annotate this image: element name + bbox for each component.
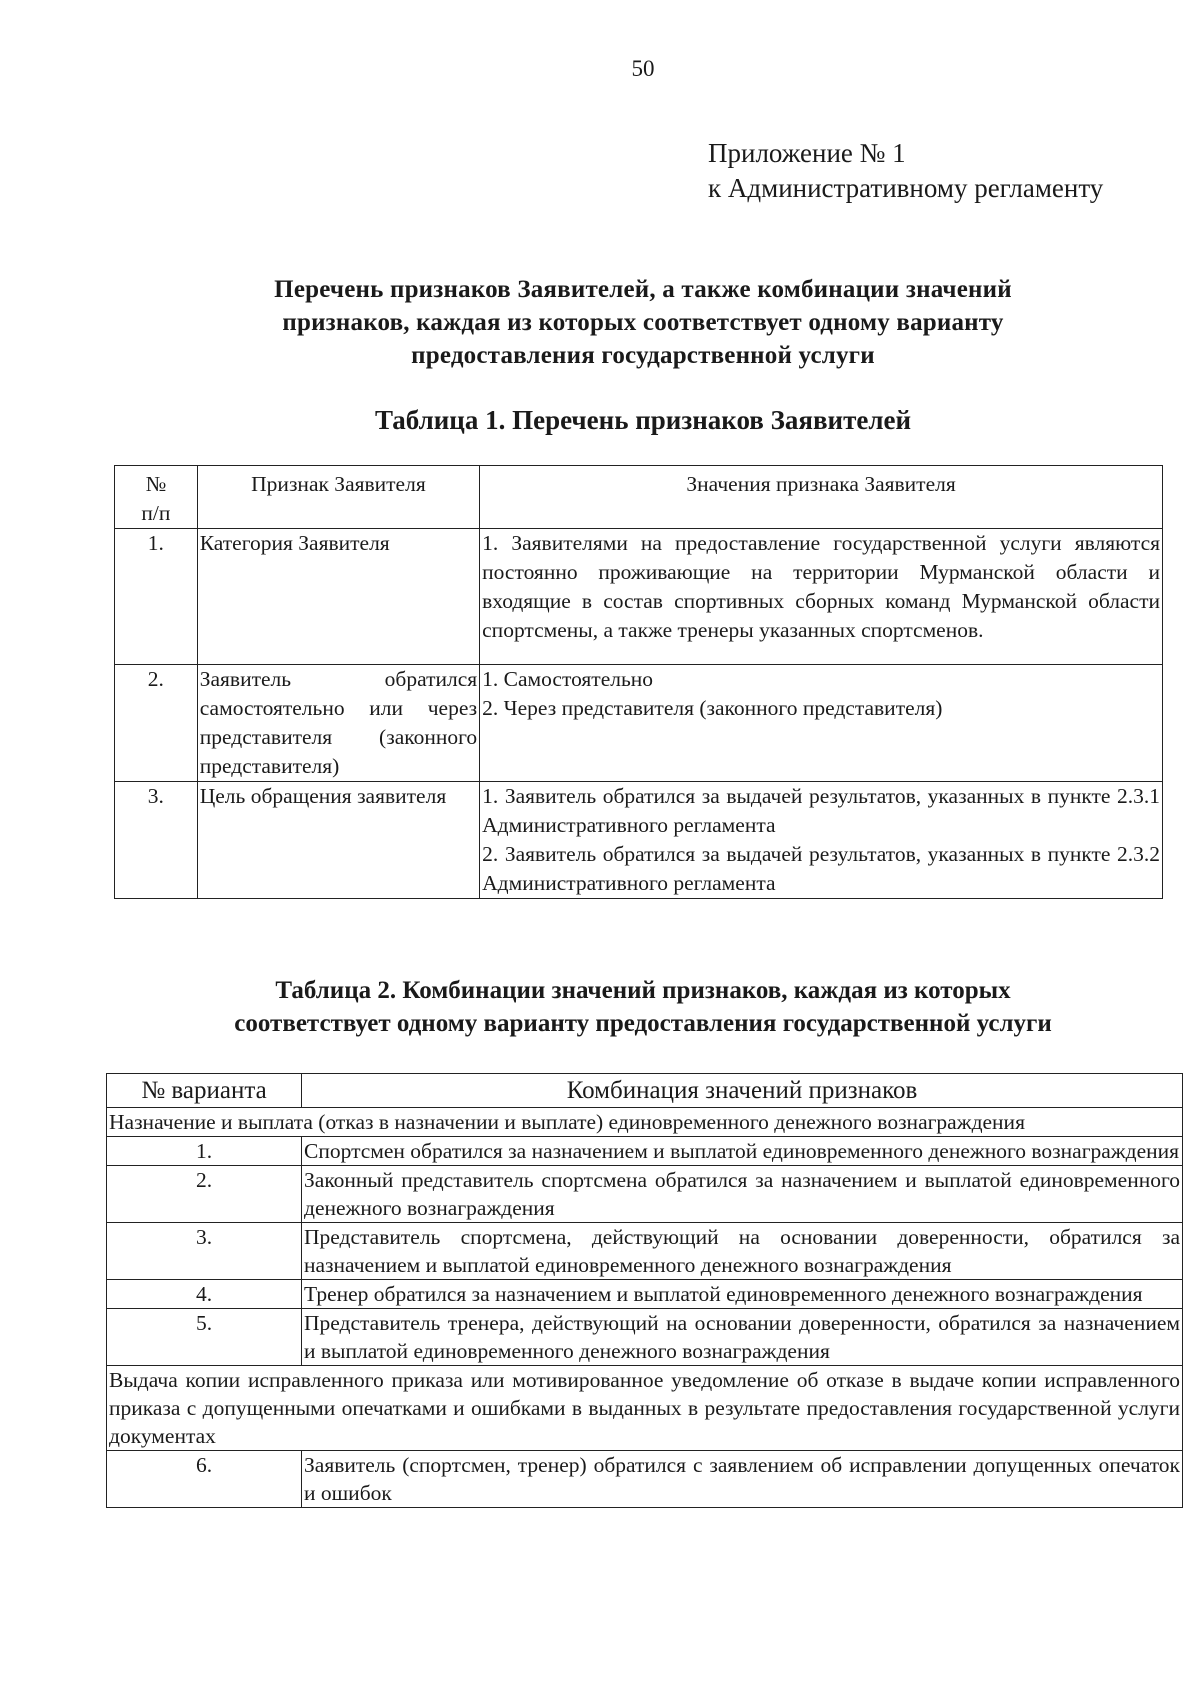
- section-row: [107, 1366, 1183, 1451]
- row-num: 2.: [115, 665, 198, 782]
- table-row: [115, 782, 1163, 899]
- document-title-line-2: признаков, каждая из которых соответствует одному варианту: [282, 309, 1004, 336]
- value-item: 1. Заявителями на предоставление государственной услуги являются постоянно проживающие на территории Мурманской области и входящие в состав спортивных сборных команд Мурманской области спортсмены, а также тренеры указанных спортсменов.: [482, 531, 1160, 642]
- table-row: [115, 529, 1163, 665]
- document-title-line-1: Перечень признаков Заявителей, а также комбинации значений: [274, 276, 1012, 303]
- document-title-line-3: предоставления государственной услуги: [411, 342, 875, 369]
- value-item: 1. Заявитель обратился за выдачей результатов, указанных в пункте 2.3.1 Административного регламента: [482, 784, 1160, 837]
- row-sign: Цель обращения заявителя: [197, 782, 479, 899]
- table-row: [107, 1223, 1183, 1280]
- value-item: 2. Заявитель обратился за выдачей результатов, указанных в пункте 2.3.2 Административного регламента: [482, 842, 1160, 895]
- row-values: [480, 665, 1163, 782]
- value-item: 2. Через представителя (законного представителя): [482, 696, 943, 720]
- appendix-line-2: к Административному регламенту: [708, 173, 1104, 203]
- variant-num: 4.: [107, 1280, 302, 1309]
- section-row: [107, 1108, 1183, 1137]
- table-row: [115, 665, 1163, 782]
- header-variant-num: № варианта: [107, 1074, 302, 1108]
- variant-text: Представитель тренера, действующий на основании доверенности, обратился за назначением и выплатой единовременного денежного вознаграждения: [302, 1309, 1183, 1366]
- table1-title: Таблица 1. Перечень признаков Заявителей: [374, 405, 912, 435]
- header-num-line-2: п/п: [141, 501, 171, 525]
- table2-title: [0, 974, 1200, 1040]
- row-sign: Заявитель обратился самостоятельно или через представителя (законного представителя): [197, 665, 479, 782]
- row-sign: Категория Заявителя: [197, 529, 479, 665]
- header-num: [115, 466, 198, 529]
- applicant-signs-table: [114, 465, 1163, 899]
- header-values: Значения признака Заявителя: [480, 466, 1163, 529]
- table-row: [107, 1280, 1183, 1309]
- header-combination: Комбинация значений признаков: [302, 1074, 1183, 1108]
- variant-num: 6.: [107, 1451, 302, 1508]
- variant-combinations-table: [106, 1073, 1183, 1508]
- table-row: [107, 1451, 1183, 1508]
- row-num: 3.: [115, 782, 198, 899]
- variant-text: Заявитель (спортсмен, тренер) обратился с заявлением об исправлении допущенных опечаток и ошибок: [302, 1451, 1183, 1508]
- table-header-row: [115, 466, 1163, 529]
- appendix-block: [708, 136, 1103, 206]
- variant-num: 1.: [107, 1137, 302, 1166]
- table2-title-line-1: Таблица 2. Комбинации значений признаков, каждая из которых: [275, 977, 1011, 1004]
- variant-text: Законный представитель спортсмена обратился за назначением и выплатой единовременного денежного вознаграждения: [302, 1166, 1183, 1223]
- appendix-line-1: Приложение № 1: [708, 138, 906, 168]
- variant-num: 2.: [107, 1166, 302, 1223]
- variant-text: Тренер обратился за назначением и выплатой единовременного денежного вознаграждения: [302, 1280, 1183, 1309]
- variant-text: Представитель спортсмена, действующий на основании доверенности, обратился за назначением и выплатой единовременного денежного вознаграждения: [302, 1223, 1183, 1280]
- value-item: 1. Самостоятельно: [482, 667, 654, 691]
- section-title: Назначение и выплата (отказ в назначении и выплате) единовременного денежного вознаграждения: [107, 1108, 1183, 1137]
- variant-num: 5.: [107, 1309, 302, 1366]
- table-row: [107, 1137, 1183, 1166]
- section-title: Выдача копии исправленного приказа или мотивированное уведомление об отказе в выдаче копии исправленного приказа с допущенными опечатками и ошибками в выданных в результате предоставления государственной услуги документах: [107, 1366, 1183, 1451]
- header-sign: Признак Заявителя: [197, 466, 479, 529]
- table-header-row: [107, 1074, 1183, 1108]
- table-row: [107, 1166, 1183, 1223]
- table-row: [107, 1309, 1183, 1366]
- row-num: 1.: [115, 529, 198, 665]
- row-values: [480, 529, 1163, 665]
- variant-text: Спортсмен обратился за назначением и выплатой единовременного денежного вознаграждения: [302, 1137, 1183, 1166]
- document-title: [0, 273, 1200, 372]
- row-values: [480, 782, 1163, 899]
- page-number: 50: [631, 56, 655, 81]
- header-num-line-1: №: [145, 472, 167, 496]
- variant-num: 3.: [107, 1223, 302, 1280]
- table2-title-line-2: соответствует одному варианту предоставления государственной услуги: [234, 1010, 1052, 1037]
